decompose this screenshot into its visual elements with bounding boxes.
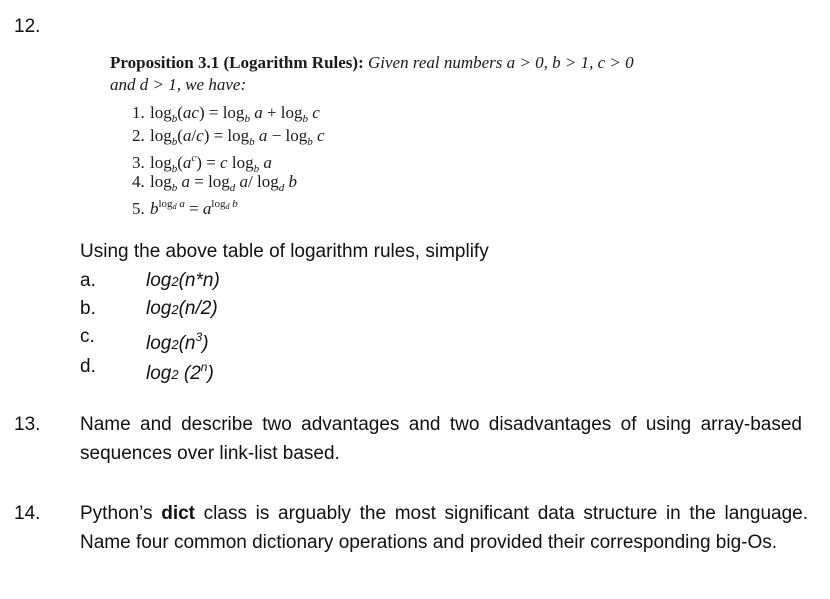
logarithm-rule: 2. $\log_b(a/c) = \log_b a - \log_b c$ xyxy=(132,126,325,148)
instruction-text: Using the above table of logarithm rules, simplify xyxy=(80,241,489,262)
proposition-block xyxy=(110,52,750,96)
item-letter: b. xyxy=(80,298,96,319)
question-text: Python’s dict class is arguably the most significant data structure in the language. Name four common dictionary operations and provided their corresponding big-Os. xyxy=(80,503,808,553)
logarithm-rule: 1. $\log_b(ac) = \log_b a + \log_b c$ xyxy=(132,103,320,125)
item-expression: $\log 2(n^3)$ xyxy=(146,330,209,354)
item-letter: c. xyxy=(80,326,95,347)
question-number: 12. xyxy=(14,16,41,37)
logarithm-rule: 3. $\log_b(a^c) = c$ $\log_b a$ xyxy=(132,152,272,175)
item-letter: d. xyxy=(80,356,96,377)
logarithm-rule: 5. $b^{logd a} = a^{logd b}$ xyxy=(132,198,238,218)
question-number: 14. xyxy=(14,503,41,524)
question-text: Name and describe two advantages and two disadvantages of using array-based sequences over link-list based. xyxy=(80,414,802,464)
item-expression: log2(n*n) xyxy=(146,270,220,291)
proposition-intro-line2: and d > 1, we have: xyxy=(110,75,247,94)
item-letter: a. xyxy=(80,270,96,291)
dict-keyword: dict xyxy=(161,503,195,524)
question-number: 13. xyxy=(14,414,41,435)
item-expression: log2(n/2) xyxy=(146,298,218,319)
logarithm-rule: 4. $\log_b a = \log_d a/$ $\log_d b$ xyxy=(132,172,297,194)
proposition-label: Proposition 3.1 (Logarithm Rules): xyxy=(110,53,364,72)
proposition-intro-line1: Given real numbers a > 0, b > 1, c > 0 xyxy=(368,53,634,72)
logarithm-rules-list xyxy=(132,101,325,216)
item-expression: log2 (2$^n$) xyxy=(146,360,214,384)
